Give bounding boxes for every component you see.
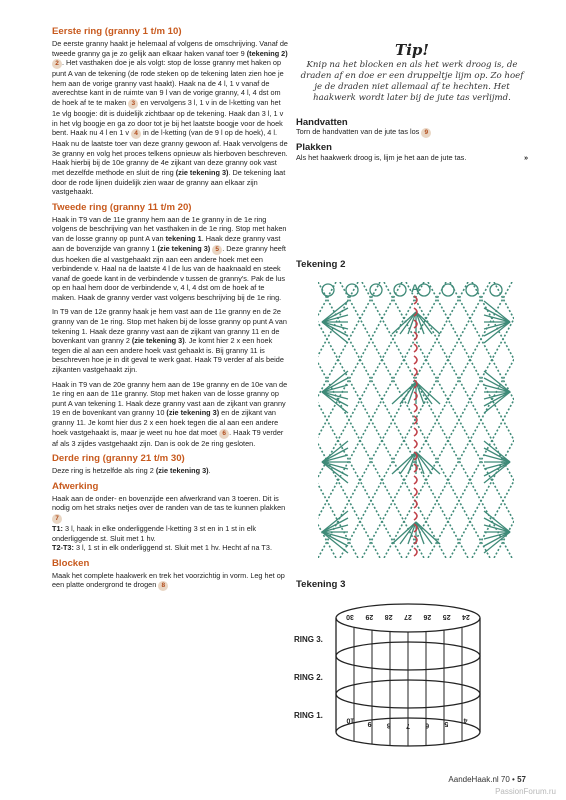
chain-line (318, 282, 402, 558)
chain-line (362, 282, 512, 558)
granny-number: 26 (423, 613, 432, 620)
ring-label: RING 3. (294, 635, 323, 644)
chain-line (428, 282, 514, 558)
granny-number: 24 (462, 613, 470, 620)
stitch-fan (322, 448, 348, 462)
chain-line (406, 282, 514, 558)
join-stitch (414, 512, 417, 520)
plakken-title: Plakken (296, 142, 332, 154)
chain-line (428, 282, 514, 558)
stitch-fan (484, 532, 510, 546)
watermark: PassionForum.ru (495, 787, 556, 796)
page-number: 57 (517, 775, 526, 784)
granny-number: 8 (386, 721, 391, 729)
stitch-fan (400, 382, 416, 404)
ring-label: RING 1. (294, 711, 323, 720)
chain-line (406, 282, 514, 558)
join-stitch (414, 548, 417, 556)
paragraph-ring2b: In T9 van de 12e granny haak je hem vast aan de 11e granny en de 2e granny van de 1e ring. Stop met haken bij de losse granny op punt A van tekening 1. Haak deze granny vast aan de zijkant van granny 11 en de bovenkant van granny 2 (zie tekening 3). Je komt hier 2 x een hoek tegen die al aan een andere hoek vast gehaakt is. Bij granny 11 is beschreven hoe je in dit geval te werk gaat. Haak T9 verder af als beide zijkanten vastgehaakt zijn. (52, 307, 287, 375)
join-stitch (414, 404, 417, 412)
step-badge: 7 (52, 514, 62, 524)
paragraph-blocken: Maak het complete haakwerk en trek het voorzichtig in vorm. Leg het op een platte ondergrond te drogen 8 (52, 570, 285, 590)
point-a-label: A (411, 283, 419, 295)
handvatten-title: Handvatten (296, 116, 348, 128)
stitch-fan (400, 452, 416, 474)
crochet-chart-diagram (318, 282, 514, 558)
join-stitch (414, 356, 417, 364)
plakken-text: Als het haakwerk droog is, lijm je het aan de jute tas. » (296, 152, 528, 162)
paragraph-afwerking: Haak aan de onder- en bovenzijde een afwerkrand van 3 toeren. Dit is nodig om het straks netjes over de randen van de tas te kunnen plakken 7 T1: 3 l, haak in elke onderliggende l-ketting 3 st en in 1 st in elk onderliggende st. Sluit met 1 hv. T2-T3: 3 l, 1 st in elk onderliggend st. Sluit met 1 hv. Hecht af na T3. (52, 493, 286, 553)
step-badge: 2 (52, 59, 62, 69)
join-stitch (414, 368, 417, 376)
stitch-fan (484, 308, 510, 322)
join-stitch (414, 500, 417, 508)
chain-line (340, 282, 490, 558)
section-title-ring2: Tweede ring (granny 11 t/m 20) (52, 201, 192, 213)
right-column (296, 41, 528, 167)
tip-text: Knip na het blocken en als het werk droog is, de draden af en doe er een druppeltje lijm op. Zo hoef je de draden niet allemaal af te hechten. Het haakwerk wordt later bij de jute tas verlijmd. (300, 59, 524, 103)
stitch-fan (400, 312, 416, 334)
granny-number: 29 (365, 613, 374, 620)
step-badge: 3 (128, 99, 138, 109)
stitch-fan (484, 322, 510, 336)
step-badge: 5 (212, 245, 222, 255)
chain-line (318, 282, 402, 558)
left-column (52, 26, 288, 596)
stitch-fan (322, 392, 348, 406)
join-stitch (414, 428, 417, 436)
granny-number: 27 (404, 613, 412, 620)
granny-number: 7 (406, 722, 410, 729)
join-stitch (414, 344, 417, 352)
stitch-fan (322, 518, 348, 532)
section-title-blocken: Blocken (52, 557, 90, 569)
join-stitch (414, 332, 417, 340)
granny-number: 9 (367, 719, 372, 727)
handvatten-text: Torn de handvatten van de jute tas los 9 (296, 127, 528, 138)
chain-line (318, 282, 446, 558)
chain-loop (442, 284, 454, 296)
granny-number: 28 (384, 613, 393, 620)
stitch-fan (484, 392, 510, 406)
step-badge: 4 (131, 129, 141, 139)
chain-line (318, 282, 446, 558)
figure-title-tekening-3: Tekening 3 (296, 579, 346, 590)
footer-site: AandeHaak.nl 70 (448, 775, 510, 784)
paragraph-ring2c: Haak in T9 van de 20e granny hem aan de 19e granny en de 10e van de 1e ring en aan de 11e granny. Stop met haken van de losse granny op punt A van tekening 1. Haak deze granny vast aan de zijkant van granny 19 en de bovenkant van granny 10 (zie tekening 3) en de zijkant van granny 11. Je komt hier dus 2 x een hoek tegen die al aan een andere hoek vastgehaakt is, maar je weet nu hoe dat moet 6 . Haak T9 verder af als 3 zijdes vastgehaakt zijn. Dan is ook de 2e ring gesloten. (52, 379, 288, 448)
step-badge: 8 (158, 581, 168, 591)
stitch-fan (484, 462, 510, 476)
granny-number: 25 (442, 613, 451, 620)
figure-title-tekening-2: Tekening 2 (296, 259, 346, 270)
continue-arrow-icon: » (523, 152, 528, 162)
stitch-fan (322, 308, 348, 322)
section-title-ring1: Eerste ring (granny 1 t/m 10) (52, 26, 182, 37)
footer-bullet-icon: • (512, 775, 515, 784)
tip-title: Tip! (395, 41, 429, 59)
section-title-ring3: Derde ring (granny 21 t/m 30) (52, 453, 185, 465)
join-stitch (414, 440, 417, 448)
paragraph-ring1: De eerste granny haakt je helemaal af volgens de omschrijving. Vanaf de tweede granny ga je zo gelijk aan elkaar haken vanaf toer 9 (tekening 2) 2 . Het vasthaken doe je als volgt: stop de losse granny met haken op punt A van de tekening (de rode steken op de tekening laten zien hoe je hem aan de vorige granny vast haakt). Haak na de 4 l, 1 v vanaf de averechtse kant in de ruimte van 9 l van de vorige granny, 4 l, 4 dst om de hoek af te te maken 3 en vervolgens 3 l, 1 v in de l-ketting van het 1e vlg boogje: dit is duidelijk zichtbaar op de tekening. Haak dan 3 l, 1 v in het vlg boogje en ga zo door tot je bij het laatste boogje voor de hoek bent. Haak nu 4 l en 1 v 4 in de l-ketting (van de 9 l op de hoek), 4 l. Haak nu de laatste toer van deze granny gewoon af. Haak vervolgens de 3e granny en volg het proces telkens opnieuw als hierboven beschreven. Haak hierbij bij de 10e granny de 4e zijkant van deze granny ook vast met dezelfde methode en sluit de ring (zie tekening 3). De tekening laat door de rode lijnen duidelijk zien waar de granny aan elkaar zijn vastgehaakt. (52, 39, 288, 197)
granny-number: 4 (463, 716, 468, 724)
join-stitch (414, 488, 417, 496)
page-footer (448, 775, 526, 784)
granny-number: 5 (444, 719, 449, 727)
granny-number: 6 (425, 721, 430, 729)
granny-number: 10 (346, 716, 355, 724)
step-badge: 6 (219, 429, 229, 439)
granny-number: 30 (346, 613, 354, 620)
ring-label: RING 2. (294, 673, 323, 682)
stitch-fan (416, 452, 432, 474)
step-badge: 9 (421, 128, 431, 138)
ring-assembly-diagram (294, 598, 484, 748)
join-stitch (414, 476, 417, 484)
stitch-fan (416, 382, 432, 404)
paragraph-ring2a: Haak in T9 van de 11e granny hem aan de 1e granny in de 1e ring volgens de beschrijving van het vasthaken in de 1e ring. Stop met haken van de losse granny op punt A van tekening 1. Haak deze granny vast aan de bovenzijde van granny 1 (zie tekening 3) 5 . Deze granny heeft dus hoeken die al vastgehaakt zijn aan een andere hoek met een verbindende v. Haal na de laatste 4 l de lus van de haaknaald en steek vanaf de goede kant in de verbindende v tussen de granny's. Pak de lus op en haal hem door de verbindende v, 4 l, 4 dst om de hoek af te maken. Haak de granny verder vast volgens beschrijving bij de 1e ring. (52, 214, 287, 302)
section-title-afwerking: Afwerking (52, 480, 99, 492)
paragraph-ring3: Deze ring is hetzelfde als ring 2 (zie tekening 3). (52, 466, 211, 476)
